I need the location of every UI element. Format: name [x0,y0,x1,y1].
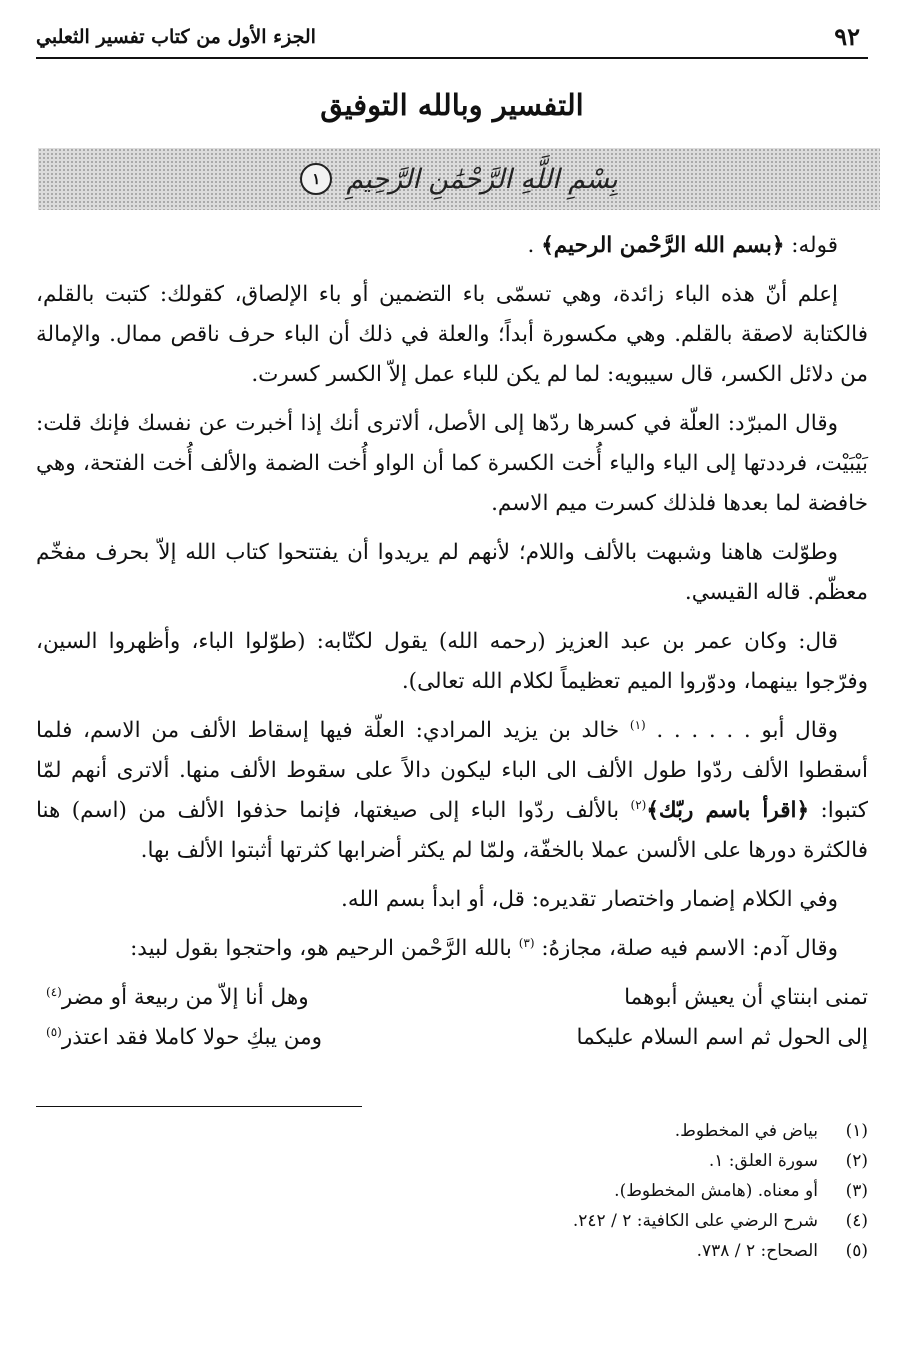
footnote-ref[interactable]: (١) [629,717,646,732]
body-text [36,226,868,1058]
footnote-text: سورة العلق: ١. [708,1151,818,1171]
text-run: خالد بن يزيد المرادي: العلّة فيها إسقاط الألف من الاسم، فلما أسقطوا الألف ردّوا طول الألف الى الباء ليكون دالاً على سقوط الألف منها. ألاترى أنهم لمّا كتبوا: [36,718,868,823]
text-run: . [527,233,542,258]
section-title: التفسير وبالله التوفيق [320,88,584,122]
footnote [36,1236,868,1266]
hemistich-text: ومن يبكِ حولا كاملا فقد اعتذر [61,1025,323,1050]
verse-line [36,1018,868,1058]
footnote-text: شرح الرضي على الكافية: ٢ / ٢٤٢. [572,1211,818,1231]
paragraph: وقال المبرّد: العلّة في كسرها ردّها إلى الأصل، ألاترى أنك إذا أخبرت عن نفسك فإنك قلت: بَيْبَيْت، فرددتها إلى الياء والياء أُخت الكسرة كما أن الواو أُخت الضمة والألف أُخت الفتحة، وهي خافضة لما بعدها فلذلك كسرت ميم الاسم. [36,411,868,516]
paragraph: وطوّلت هاهنا وشبهت بالألف واللام؛ لأنهم لم يريدوا أن يفتتحوا كتاب الله إلاّ بحرف مفخّم معظّم. قاله القيسي. [36,540,868,605]
book-page [36,0,868,1365]
footnote [36,1206,868,1236]
verse-first-hemistich: إلى الحول ثم اسم السلام عليكما [576,1025,868,1050]
footnote-ref[interactable]: (٢) [630,797,647,812]
paragraph: قال: وكان عمر بن عبد العزيز (رحمه الله) يقول لكتّابه: (طوّلوا الباء، وأظهروا السين، وفرّجوا بينهما، ودوّروا الميم تعظيماً لكلام الله تعالى). [36,629,868,694]
footnotes [36,1116,868,1266]
text-run: وقال أبو . . . . . . [645,718,839,743]
footnote-ref[interactable]: (٤) [46,984,62,999]
footnote-text: الصحاح: ٢ / ٧٣٨. [696,1241,818,1261]
paragraph: وفي الكلام إضمار واختصار تقديره: قل، أو ابدأ بسم الله. [341,887,838,912]
footnote [36,1176,868,1206]
page-number: ٩٢ [834,22,860,51]
paragraph: إعلم أنّ هذه الباء زائدة، وهي تسمّى باء التضمين أو باء الإلصاق، كقولك: كتبت بالقلم، فالكتابة لاصقة بالقلم. وهي مكسورة أبداً؛ والعلة في ذلك أن الباء حرف ناقص ممال. والإمالة من دلائل الكسر، قال سيبويه: لما لم يكن للباء عمل إلاّ الكسر كسرت. [36,282,868,387]
footnote [36,1146,868,1176]
hemistich-text: وهل أنا إلاّ من ربيعة أو مضر [61,985,309,1010]
basmala-text: بِسْمِ اللَّهِ الرَّحْمَٰنِ الرَّحِيمِ [346,163,618,195]
footnote-ref[interactable]: (٣) [518,935,535,950]
page-header [36,20,868,56]
verse-second-hemistich [46,978,309,1018]
verse-first-hemistich: تمنى ابنتاي أن يعيش أبوهما [624,985,868,1010]
header-rule [36,57,868,59]
quran-quote: ﴿بسم الله الرَّحْمن الرحيم﴾ [541,233,785,258]
footnote-number: (٥) [845,1241,868,1261]
footnote-number: (٣) [845,1181,868,1201]
footnote-number: (٤) [845,1211,868,1231]
paragraph [36,711,868,871]
text-run: وقال آدم: الاسم فيه صلة، مجازهُ: [534,936,838,961]
footnote-text: بياض في المخطوط. [674,1121,818,1141]
footnote-text: أو معناه. (هامش المخطوط). [614,1181,818,1201]
footnote-number: (٢) [845,1151,868,1171]
footnote-ref[interactable]: (٥) [46,1024,62,1039]
footnote-rule [36,1106,362,1107]
paragraph [36,929,868,969]
text-run: بالألف ردّوا الباء إلى صيغتها، فإنما حذفوا الألف من (اسم) هنا فالكثرة دورها على الألسن عملا بالخفّة، ولمّا لم يكثر أضرابها كثرتها أثبتوا الألف بها. [36,798,868,863]
basmala-band [38,148,880,210]
footnote [36,1116,868,1146]
verse-second-hemistich [46,1018,322,1058]
text-run: قوله: [784,233,838,258]
quran-quote: ﴿اقرأ باسم ربّك﴾ [646,798,810,823]
paragraph [36,226,868,266]
verse-number-marker: ١ [300,163,332,195]
verse-line [36,978,868,1018]
text-run: بالله الرَّحْمن الرحيم هو، واحتجوا بقول لبيد: [130,936,519,961]
footnote-number: (١) [845,1121,868,1141]
running-title: الجزء الأول من كتاب تفسير الثعلبي [36,26,316,48]
